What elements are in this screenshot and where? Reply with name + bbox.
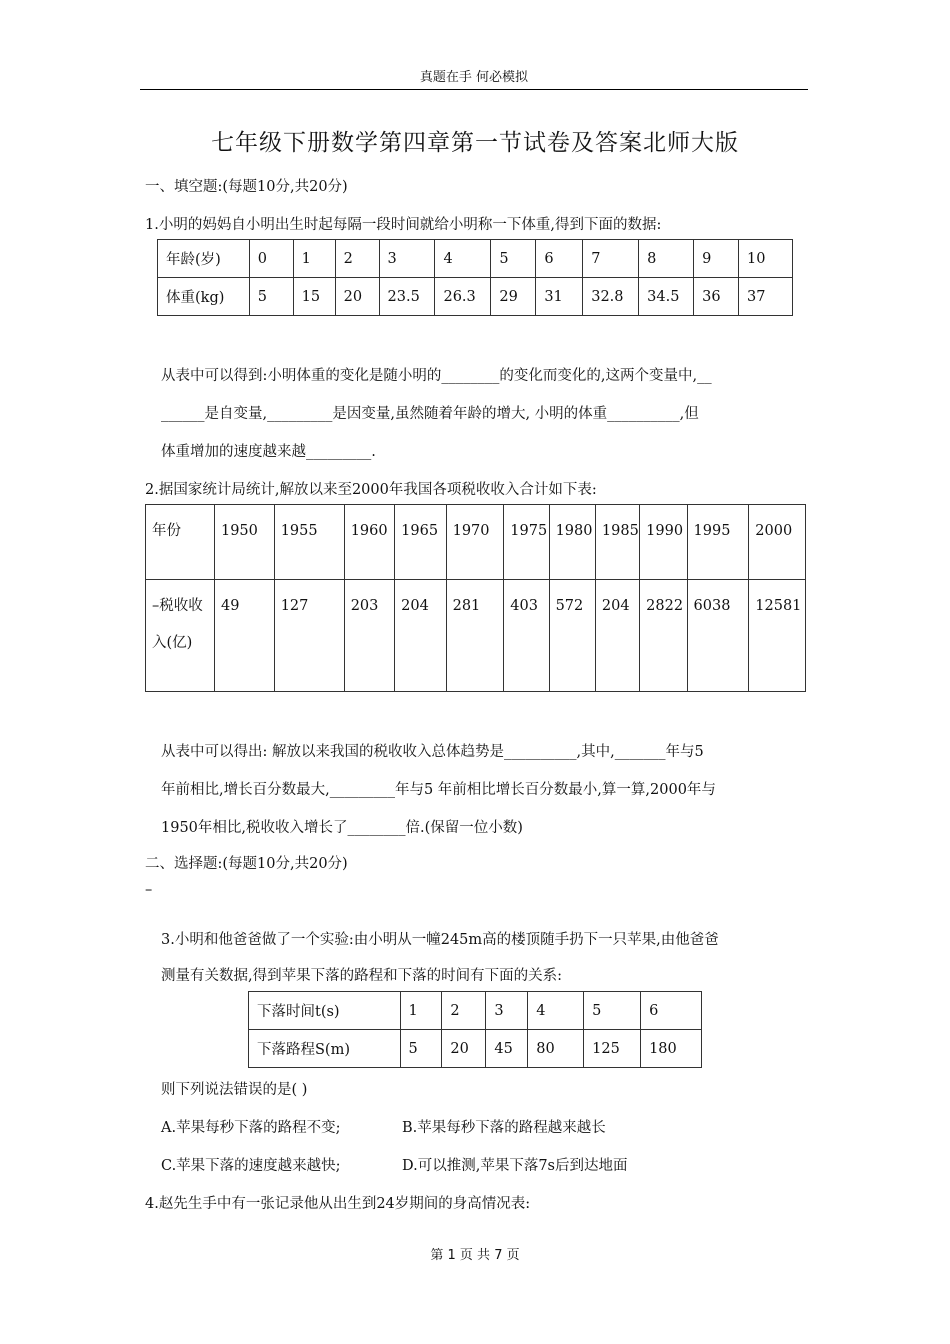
table-cell: 5 [491,240,536,278]
table-cell: 0 [249,240,293,278]
table-row [158,240,793,278]
table-cell: 32.8 [583,278,639,316]
table-cell: 1950 [214,505,274,580]
table-cell: 2 [442,992,486,1030]
q3-option-b: B.苹果每秒下落的路程越来越长 [402,1120,606,1136]
table-cell: 125 [584,1030,641,1068]
table-cell: 9 [694,240,739,278]
table-cell: 204 [595,580,639,692]
q1-line-3: 体重增加的速度越来越_________. [161,444,376,460]
table-cell: 8 [639,240,694,278]
table-cell: 6 [641,992,702,1030]
table-cell: 80 [528,1030,584,1068]
table-cell: 31 [536,278,583,316]
q2-line-2: 年前相比,增长百分数最大,_________年与5 年前相比增长百分数最小,算一算,2000年与 [161,782,716,798]
table-row [249,1030,702,1068]
table-cell: 下落时间t(s) [249,992,401,1030]
table-cell: 3 [379,240,435,278]
table-cell: 5 [584,992,641,1030]
q3-option-d: D.可以推测,苹果下落7s后到达地面 [402,1158,628,1174]
table-cell: 281 [446,580,504,692]
table-row [146,505,806,580]
table-cell: 体重(kg) [158,278,250,316]
table-cell: 204 [395,580,446,692]
table-cell: 5 [249,278,293,316]
table-cell: 15 [293,278,335,316]
table-cell: 180 [641,1030,702,1068]
stray-dash: – [145,882,153,898]
table-cell: 1 [400,992,442,1030]
q2-line-1: 从表中可以得出: 解放以来我国的税收收入总体趋势是__________,其中,_______年与5 [161,744,704,760]
table-cell: 49 [214,580,274,692]
q2-table [145,504,806,692]
table-cell: 26.3 [435,278,491,316]
table-row [249,992,702,1030]
table-cell: 572 [549,580,595,692]
table-cell: 1990 [640,505,687,580]
table-cell: –税收收入(亿) [146,580,215,692]
table-cell: 1965 [395,505,446,580]
table-cell: 403 [504,580,549,692]
q3-line-1: 3.小明和他爸爸做了一个实验:由小明从一幢245m高的楼顶随手扔下一只苹果,由他爸爸 [161,932,719,948]
table-cell: 4 [528,992,584,1030]
table-cell: 1960 [344,505,394,580]
table-row [146,580,806,692]
table-cell: 10 [739,240,793,278]
table-cell: 3 [486,992,528,1030]
table-cell: 1980 [549,505,595,580]
table-cell: 45 [486,1030,528,1068]
table-cell: 6038 [687,580,749,692]
q3-question: 则下列说法错误的是( ) [161,1082,308,1098]
table-cell: 127 [274,580,344,692]
section-2-heading: 二、选择题:(每题10分,共20分) [145,856,348,872]
table-cell: 36 [694,278,739,316]
q3-option-a: A.苹果每秒下落的路程不变; [161,1120,341,1136]
page-header: 真题在手 何必模拟 [419,70,529,85]
table-cell: 年份 [146,505,215,580]
table-cell: 12581 [749,580,806,692]
table-cell: 4 [435,240,491,278]
table-cell: 1955 [274,505,344,580]
table-cell: 2 [335,240,379,278]
table-cell: 23.5 [379,278,435,316]
q1-line-1: 从表中可以得到:小明体重的变化是随小明的________的变化而变化的,这两个变量中,__ [161,368,712,384]
q1-table [157,239,793,316]
table-cell: 1995 [687,505,749,580]
q2-line-3: 1950年相比,税收收入增长了________倍.(保留一位小数) [161,820,523,836]
table-cell: 1985 [595,505,639,580]
table-cell: 34.5 [639,278,694,316]
header-rule [140,89,808,90]
table-row [158,278,793,316]
table-cell: 20 [442,1030,486,1068]
page-title: 七年级下册数学第四章第一节试卷及答案北师大版 [211,130,739,156]
table-cell: 2822 [640,580,687,692]
table-cell: 1975 [504,505,549,580]
table-cell: 37 [739,278,793,316]
table-cell: 20 [335,278,379,316]
q3-line-2: 测量有关数据,得到苹果下落的路程和下落的时间有下面的关系: [161,968,562,984]
page-footer: 第 1 页 共 7 页 [430,1248,520,1263]
q3-table [248,991,702,1068]
table-cell: 1970 [446,505,504,580]
table-cell: 年龄(岁) [158,240,250,278]
section-1-heading: 一、填空题:(每题10分,共20分) [145,179,348,195]
table-cell: 下落路程S(m) [249,1030,401,1068]
table-cell: 2000 [749,505,806,580]
table-cell: 29 [491,278,536,316]
table-cell: 1 [293,240,335,278]
table-cell: 7 [583,240,639,278]
q2-stem: 2.据国家统计局统计,解放以来至2000年我国各项税收收入合计如下表: [145,482,597,498]
table-cell: 6 [536,240,583,278]
q1-stem: 1.小明的妈妈自小明出生时起每隔一段时间就给小明称一下体重,得到下面的数据: [145,217,662,233]
q4-stem: 4.赵先生手中有一张记录他从出生到24岁期间的身高情况表: [145,1196,531,1212]
q1-line-2: ______是自变量,_________是因变量,虽然随着年龄的增大, 小明的体重__________,但 [161,406,699,422]
q3-option-c: C.苹果下落的速度越来越快; [161,1158,341,1174]
table-cell: 203 [344,580,394,692]
table-cell: 5 [400,1030,442,1068]
